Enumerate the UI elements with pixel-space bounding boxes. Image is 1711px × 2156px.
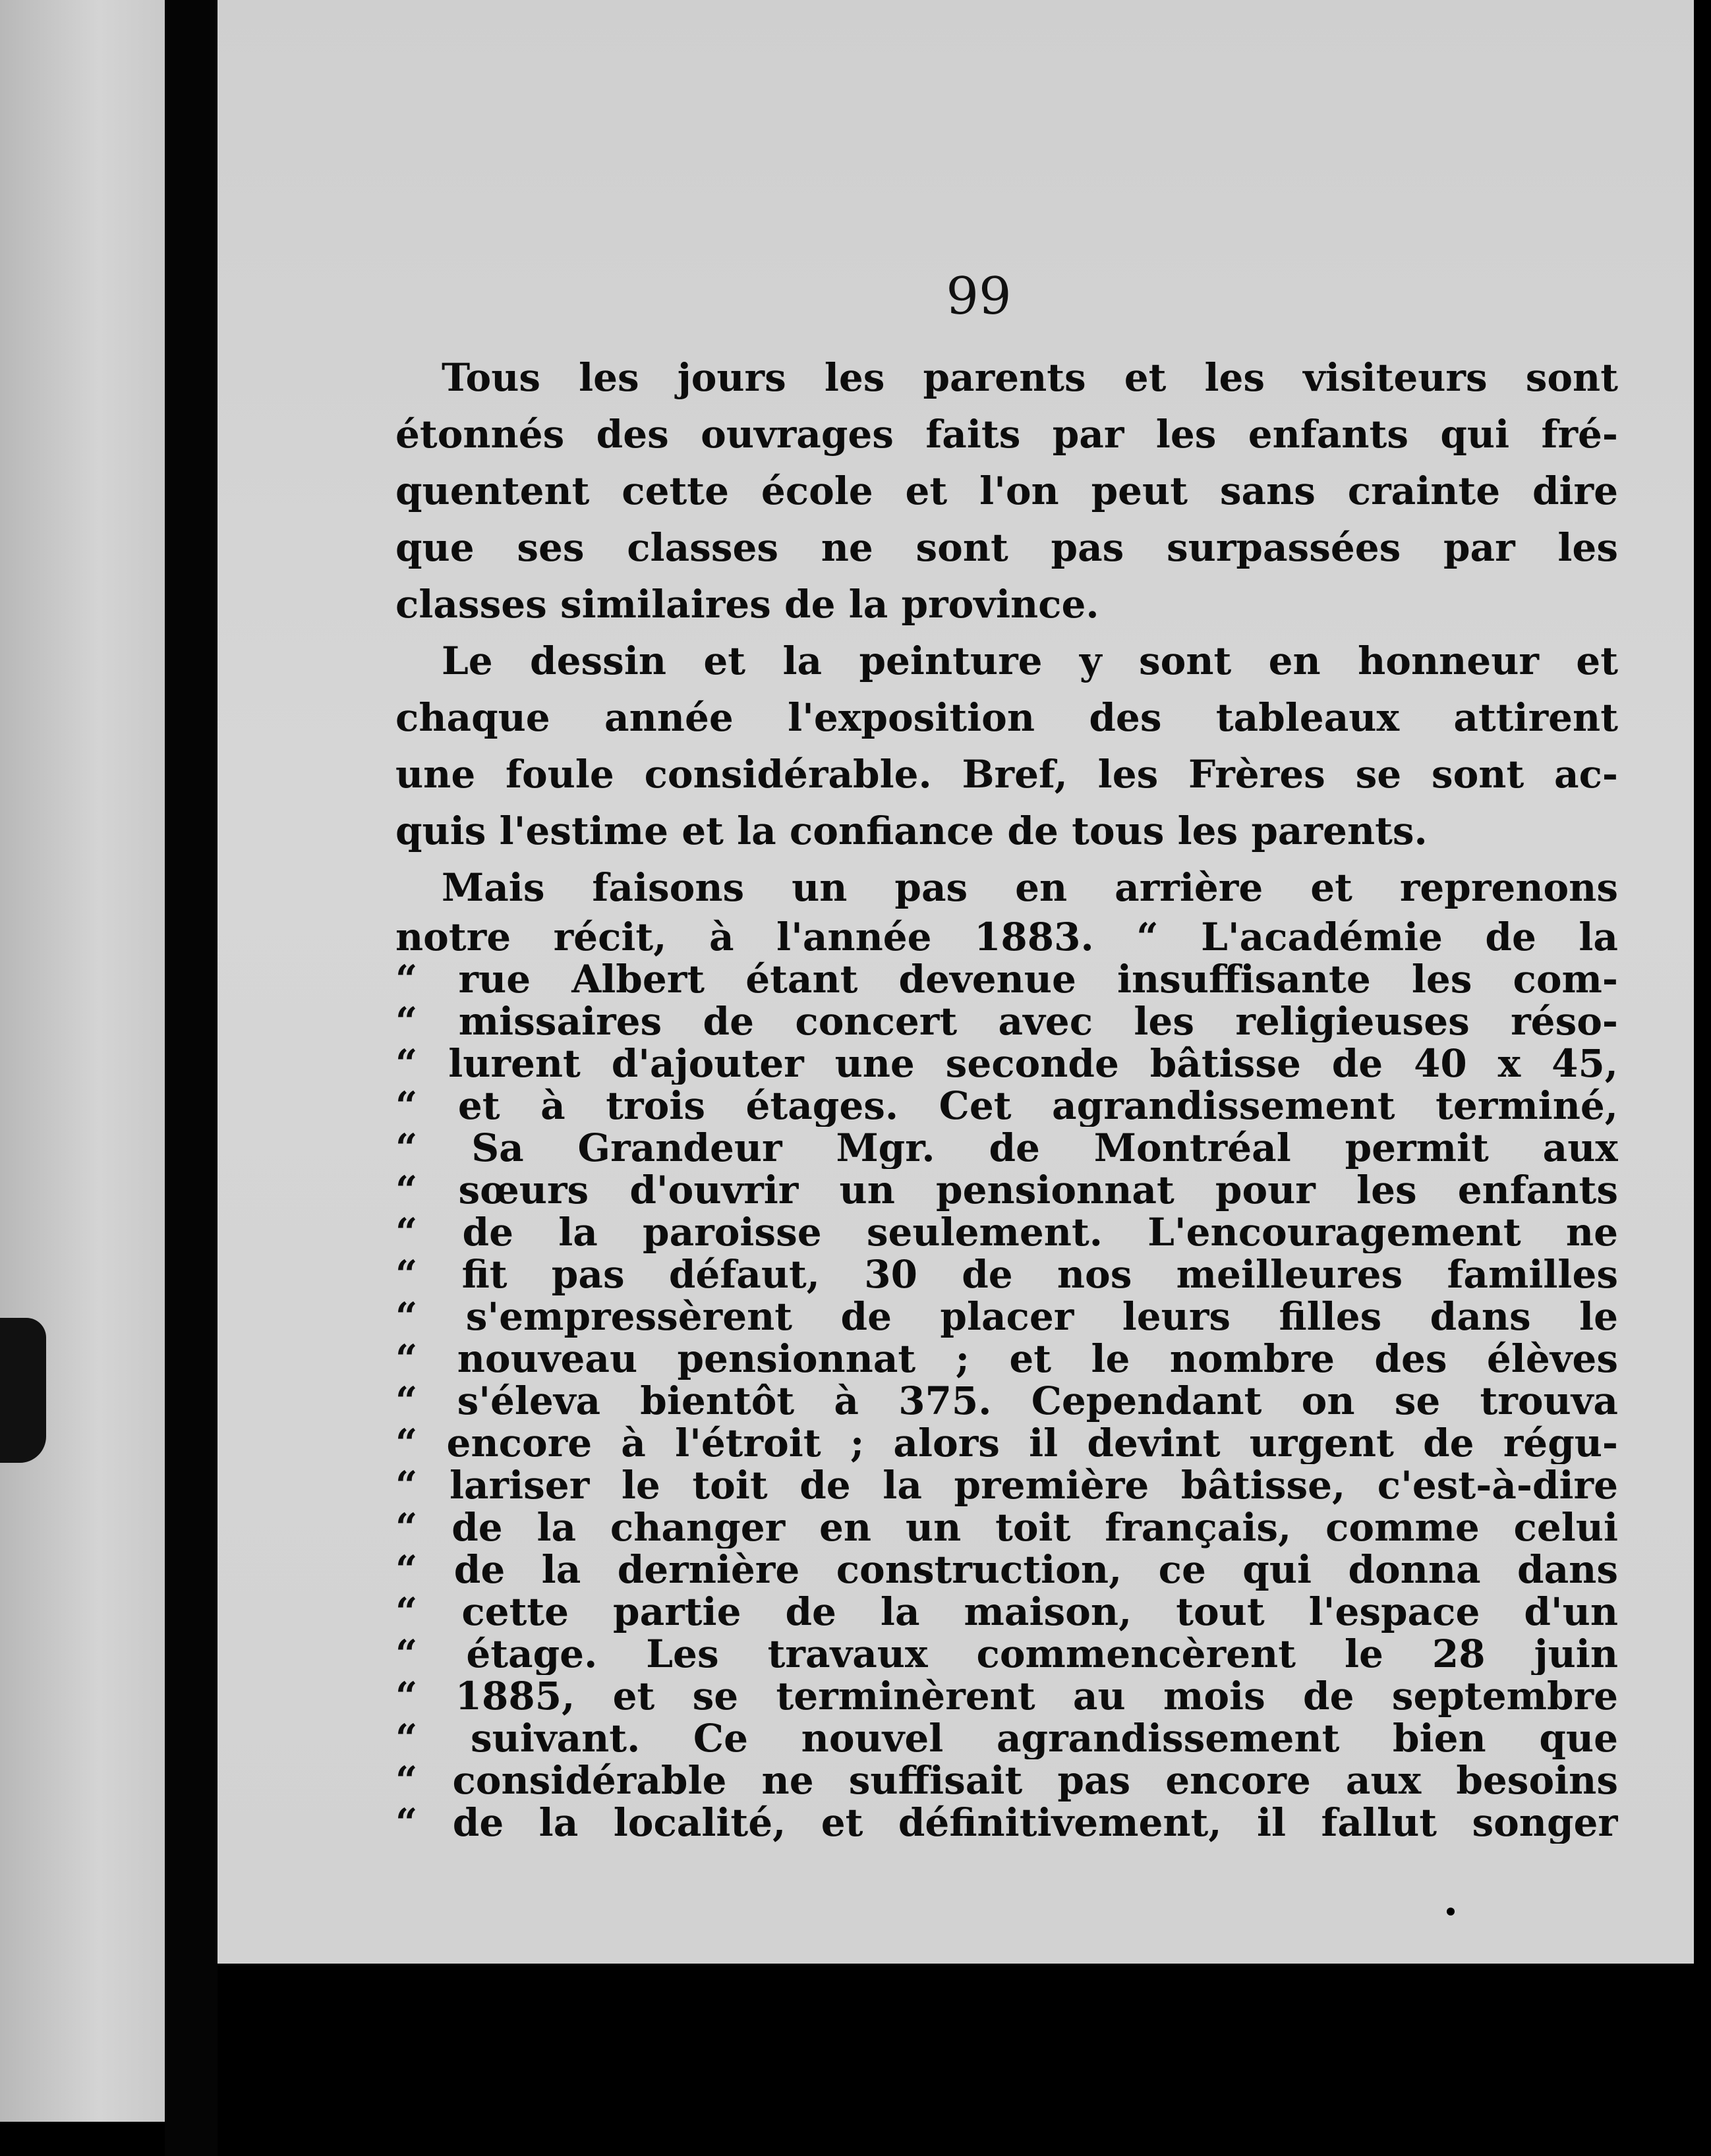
text-line: chaque année l'exposition des tableaux attirent: [395, 695, 1618, 740]
text-line: “ de la dernière construction, ce qui donna dans: [395, 1548, 1618, 1591]
text-line: “ et à trois étages. Cet agrandissement terminé,: [395, 1085, 1618, 1127]
text-line: “ 1885, et se terminèrent au mois de septembre: [395, 1675, 1618, 1717]
text-line: classes similaires de la province.: [395, 582, 1099, 627]
text-line: “ encore à l'étroit ; alors il devint urgent de régu-: [395, 1422, 1618, 1464]
text-line: une foule considérable. Bref, les Frères se sont ac-: [395, 752, 1618, 797]
text-line: “ s'éleva bientôt à 375. Cependant on se trouva: [395, 1380, 1618, 1422]
text-line: “ considérable ne suffisait pas encore aux besoins: [395, 1759, 1618, 1801]
text-line: Le dessin et la peinture y sont en honneur et: [442, 638, 1618, 683]
text-line: “ lurent d'ajouter une seconde bâtisse de 40 x 45,: [395, 1042, 1618, 1085]
text-line: quis l'estime et la confiance de tous les parents.: [395, 808, 1428, 853]
text-line: que ses classes ne sont pas surpassées par les: [395, 525, 1618, 570]
text-line: étonnés des ouvrages faits par les enfants qui fré-: [395, 412, 1618, 457]
text-line: “ fit pas défaut, 30 de nos meilleures familles: [395, 1253, 1618, 1295]
text-line: “ rue Albert étant devenue insuffisante les com-: [395, 958, 1618, 1000]
facing-page-edge: [0, 0, 165, 2122]
ink-blot: [0, 1318, 46, 1463]
text-line: “ lariser le toit de la première bâtisse, c'est-à-dire: [395, 1464, 1618, 1506]
speck: [1447, 1908, 1455, 1915]
text-line: “ sœurs d'ouvrir un pensionnat pour les enfants: [395, 1169, 1618, 1211]
text-line: “ étage. Les travaux commencèrent le 28 juin: [395, 1633, 1618, 1675]
text-line: “ missaires de concert avec les religieuses réso-: [395, 1000, 1618, 1042]
book-spine: [165, 0, 218, 2156]
text-line: quentent cette école et l'on peut sans crainte dire: [395, 468, 1618, 513]
page-number: 99: [946, 267, 1012, 326]
text-line: “ nouveau pensionnat ; et le nombre des élèves: [395, 1338, 1618, 1380]
text-line: “ s'empressèrent de placer leurs filles dans le: [395, 1295, 1618, 1338]
book-page: [218, 0, 1694, 1964]
text-line: “ de la localité, et définitivement, il fallut songer: [395, 1801, 1618, 1844]
text-line: notre récit, à l'année 1883. “ L'académie de la: [395, 916, 1618, 958]
text-line: Tous les jours les parents et les visiteurs sont: [442, 355, 1618, 400]
text-line: “ Sa Grandeur Mgr. de Montréal permit aux: [395, 1127, 1618, 1169]
text-line: Mais faisons un pas en arrière et reprenons: [442, 865, 1618, 910]
text-line: “ de la changer en un toit français, comme celui: [395, 1506, 1618, 1548]
bottom-margin: [218, 1964, 1711, 2156]
body-text: [395, 349, 1618, 1844]
text-line: “ cette partie de la maison, tout l'espace d'un: [395, 1591, 1618, 1633]
text-line: “ suivant. Ce nouvel agrandissement bien que: [395, 1717, 1618, 1759]
text-line: “ de la paroisse seulement. L'encouragement ne: [395, 1211, 1618, 1253]
